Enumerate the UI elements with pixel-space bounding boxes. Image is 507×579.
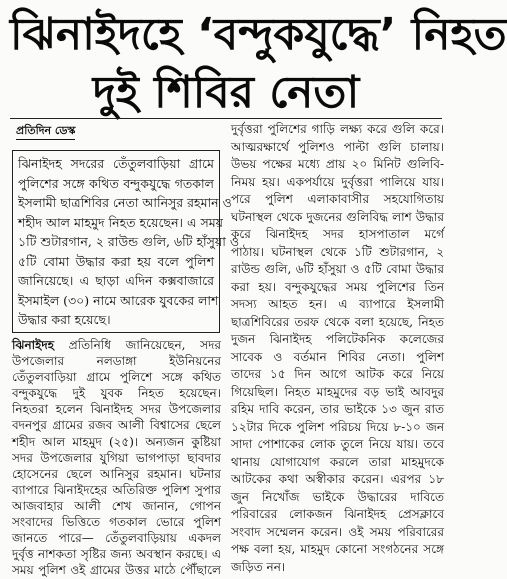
article-line: ব্যাপারে ঝিনাইদহের অতিরিক্ত পুলিশ সুপার: [12, 482, 221, 497]
article-line: সংবাদ সম্মেলন করেন। ওই সময় পরিবারের: [231, 524, 444, 539]
article-line: নিময় হয়। একপর্যায়ে দুর্বৃত্তরা পালিয়ে যায়।: [231, 174, 444, 189]
article-line: বন্দুকযুদ্ধে দুই যুবক নিহত হয়েছেন।: [12, 386, 221, 401]
article-line: রহিম দাবি করেন, তার ভাইকে ১৩ জুন রাত: [231, 402, 444, 416]
article-first-line-text: প্রতিনিধি জানিয়েছেন, সদর: [68, 338, 221, 352]
article-line: উভয় পক্ষের মধ্যে প্রায় ২০ মিনিট গুলিবি-: [231, 157, 444, 171]
headline-line-1: ঝিনাইদহে ‘বন্দুকযুদ্ধে’ নিহত: [10, 9, 507, 60]
summary-box: [12, 150, 240, 333]
article-line: দুর্বৃত্ত নাশকতা সৃষ্টির জন্য অবস্থান করছে। এ: [12, 547, 221, 562]
article-line: পাঠায়। ঘটনাস্থল থেকে ১টি শুটারগান, ২: [231, 244, 444, 259]
dateline: ঝিনাইদহ: [12, 338, 55, 352]
article-body-left: [12, 337, 221, 579]
article-line: পরিবারের লোকজন ঝিনাইদহ প্রেসক্লাবে: [231, 507, 444, 521]
article-first-line: [12, 337, 221, 353]
headline-line-2: দুই শিবির নেতা: [92, 67, 360, 118]
article-line: সাবেক ও বর্তমান শিবির নেতা। পুলিশ: [231, 349, 444, 364]
article-line: সংবাদের ভিত্তিতে গতকাল ভোরে পুলিশ: [12, 515, 221, 530]
article-line: দুর্বৃত্তরা পুলিশের গাড়ি লক্ষ্য করে গুলি করে।: [231, 122, 444, 136]
article-line: দুজন ঝিনাইদহ পলিটেকনিক কলেজের: [231, 332, 444, 346]
article-line: সদর উপজেলার যুগিয়া ভাগপাড়া ছাবদার: [12, 450, 221, 465]
summary-line: পুলিশের সঙ্গে কথিত বন্দুকযুদ্ধে গতকাল: [18, 175, 214, 191]
article-line: আত্মরক্ষার্থে পুলিশও পাল্টা গুলি চালায়।: [231, 139, 444, 154]
summary-line: উদ্ধার করা হয়েছে।: [18, 312, 111, 327]
article-line: হোসেনের ছেলে আনিসুর রহমান। ঘটনার: [12, 466, 221, 481]
article-line: করা হয়। বন্দুকযুদ্ধের সময় পুলিশের তিন: [231, 279, 444, 294]
byline: প্রতিদিন ডেস্ক: [16, 124, 75, 140]
summary-line: জানিয়েছে। এ ছাড়া এদিন কক্সবাজারে: [18, 273, 214, 288]
article-line: সময় পুলিশ ওই গ্রামের উত্তর মাঠে পৌঁছালে: [12, 563, 221, 578]
article-line: আটকের কথা অস্বীকার করেন। এরপর ১৮: [231, 472, 444, 486]
summary-line: শহীদ আল মাহমুদ নিহত হয়েছেন। এ সময়: [18, 214, 224, 230]
article-line: তেঁতুলবাড়িয়া গ্রামে পুলিশে সঙ্গে কথিত: [12, 370, 221, 385]
article-line: তাদের ১৫ দিন আগে আটক করে নিয়ে: [231, 367, 444, 381]
article-line: জড়িত নন।: [231, 559, 286, 574]
article-line: জুন নিখোঁজ ভাইকে উদ্ধারের দাবিতে: [231, 489, 444, 504]
summary-line: ইসলামী ছাত্রশিবির নেতা আনিসুর রহমান ও: [18, 195, 232, 210]
headline-divider: [10, 118, 442, 119]
article-line: পরে পুলিশ এলাকাবাসীর সহযোগিতায়: [231, 192, 444, 206]
article-line: রাউন্ড গুলি, ৬টি হাঁসুয়া ও ৫টি বোমা উদ্ধার: [231, 262, 444, 276]
summary-line: ঝিনাইদহ সদরের তেঁতুলবাড়িয়া গ্রামে: [18, 156, 214, 171]
article-line: ১২টার দিকে পুলিশ পরিচয় দিয়ে ৮-১০ জন: [231, 419, 444, 434]
summary-line: ১টি শুটারগান, ২ রাউন্ড গুলি, ৬টি হাঁসুয়া ও: [18, 234, 240, 249]
article-line: করে ঝিনাইদহ সদর হাসপাতাল মর্গে: [231, 227, 444, 241]
article-line: ঘটনাস্থল থেকে দুজনের গুলিবিদ্ধ লাশ উদ্ধার: [231, 209, 444, 224]
article-line: থানায় যোগাযোগ করলে তারা মাহমুদকে: [231, 454, 444, 469]
article-line: উপজেলার নলডাঙ্গা ইউনিয়নের: [12, 354, 221, 369]
article-line: পক্ষ বলা হয়, মাহমুদ কোনো সংগঠনের সঙ্গে: [231, 542, 444, 556]
right-column: [231, 121, 444, 579]
article-line: নিহতরা হলেন ঝিনাইদহ সদর উপজেলার: [12, 402, 221, 417]
summary-line: ৫টি বোমা উদ্ধার করা হয় বলে পুলিশ: [18, 253, 214, 269]
article-line: গিয়েছিল। নিহত মাহমুদের বড় ভাই আবদুর: [231, 384, 444, 399]
article-line: ছাত্রশিবিরের তরফ থেকে বলা হয়েছে, নিহত: [231, 314, 444, 329]
article-line: সদস্য আহত হন। এ ব্যাপারে ইসলামী: [231, 297, 444, 311]
article-line: আজবাহার আলী শেখ জানান, গোপন: [12, 498, 221, 513]
article-line: জানতে পারে— তেঁতুলবাড়িয়ায় একদল: [12, 531, 221, 546]
article-line: বদনপুর গ্রামের রজব আলী বিশ্বাসের ছেলে: [12, 418, 221, 433]
left-column: [12, 121, 240, 579]
article-line: শহীদ আল মাহমুদ (২৫)। অন্যজন কুষ্টিয়া: [12, 434, 221, 449]
article-line: সাদা পোশাকের লোক তুলে নিয়ে যায়। তবে: [231, 437, 444, 451]
summary-line: ইসমাইল (৩০) নামে আরেক যুবকের লাশ: [18, 292, 219, 308]
